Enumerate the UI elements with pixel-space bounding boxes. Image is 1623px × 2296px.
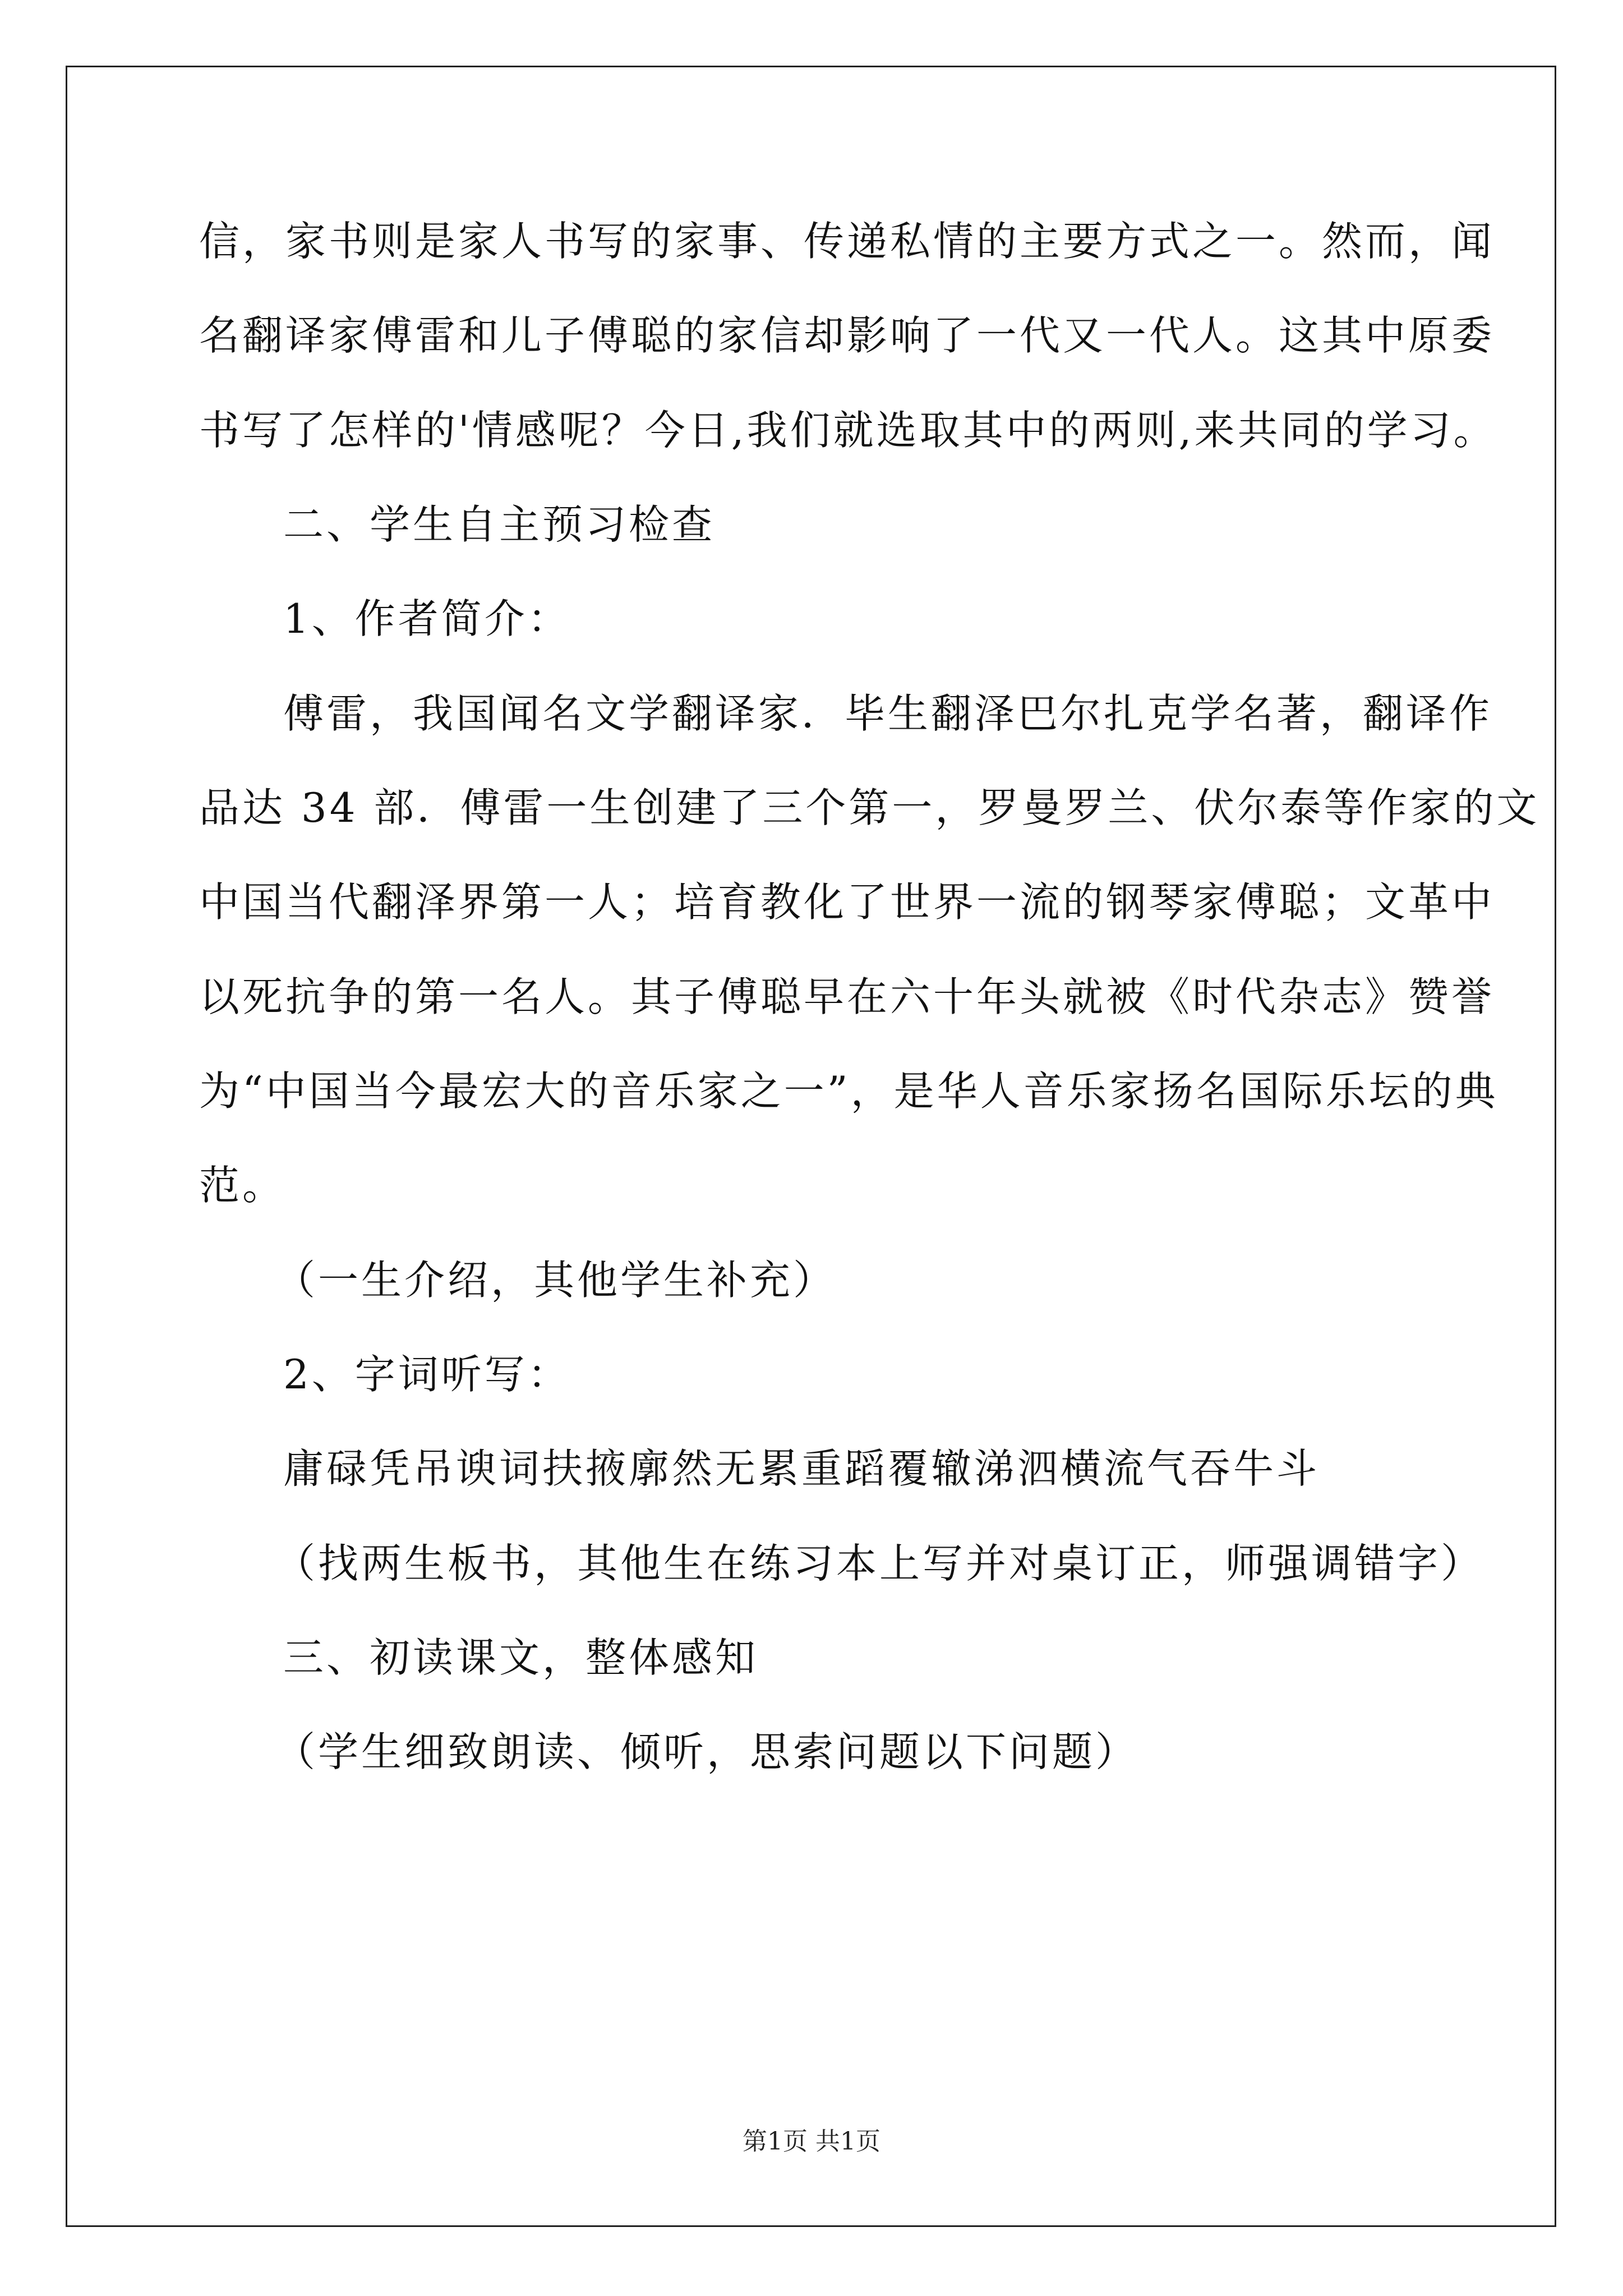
- note-line: （学生细致朗读、倾听，思索问题以下问题）: [275, 1728, 1139, 1775]
- paragraph-line: 以死抗争的第一名人。其子傅聪早在六十年头就被《时代杂志》赞誉: [199, 973, 1495, 1020]
- paragraph-line: 书写了怎样的'情感呢？今日,我们就选取其中的两则,来共同的学习。: [199, 407, 1497, 454]
- vocabulary-line: 庸碌凭吊谀词扶掖廓然无累重蹈覆辙涕泗横流气吞牛斗: [283, 1445, 1320, 1492]
- subsection-heading: 1、作者简介：: [283, 595, 571, 642]
- paragraph-line: 名翻译家傅雷和儿子傅聪的家信却影响了一代又一代人。这其中原委: [199, 312, 1495, 359]
- paragraph-line: 傅雷，我国闻名文学翻译家．毕生翻泽巴尔扎克学名著，翻译作: [283, 690, 1493, 737]
- page-border: [66, 66, 1556, 2227]
- paragraph-line: 品达 34 部．傅雷一生创建了三个第一，罗曼罗兰、伏尔泰等作家的文: [199, 784, 1540, 831]
- section-heading: 三、初读课文，整体感知: [283, 1634, 759, 1681]
- subsection-heading: 2、字词听写：: [283, 1351, 571, 1398]
- paragraph-line: 信，家书则是家人书写的家事、传递私情的主要方式之一。然而，闻: [199, 218, 1495, 265]
- paragraph-line: 中国当代翻泽界第一人；培育教化了世界一流的钢琴家傅聪；文革中: [199, 878, 1495, 926]
- page-footer: 第1页 共1页: [743, 2127, 880, 2156]
- note-line: （找两生板书，其他生在练习本上写并对桌订正，师强调错字）: [275, 1540, 1484, 1587]
- paragraph-line: 为“中国当今最宏大的音乐家之一”，是华人音乐家扬名国际乐坛的典: [199, 1068, 1498, 1115]
- section-heading: 二、学生自主预习检查: [283, 501, 716, 548]
- paragraph-line: 范。: [199, 1162, 286, 1209]
- note-line: （一生介绍，其他学生补充）: [275, 1257, 837, 1304]
